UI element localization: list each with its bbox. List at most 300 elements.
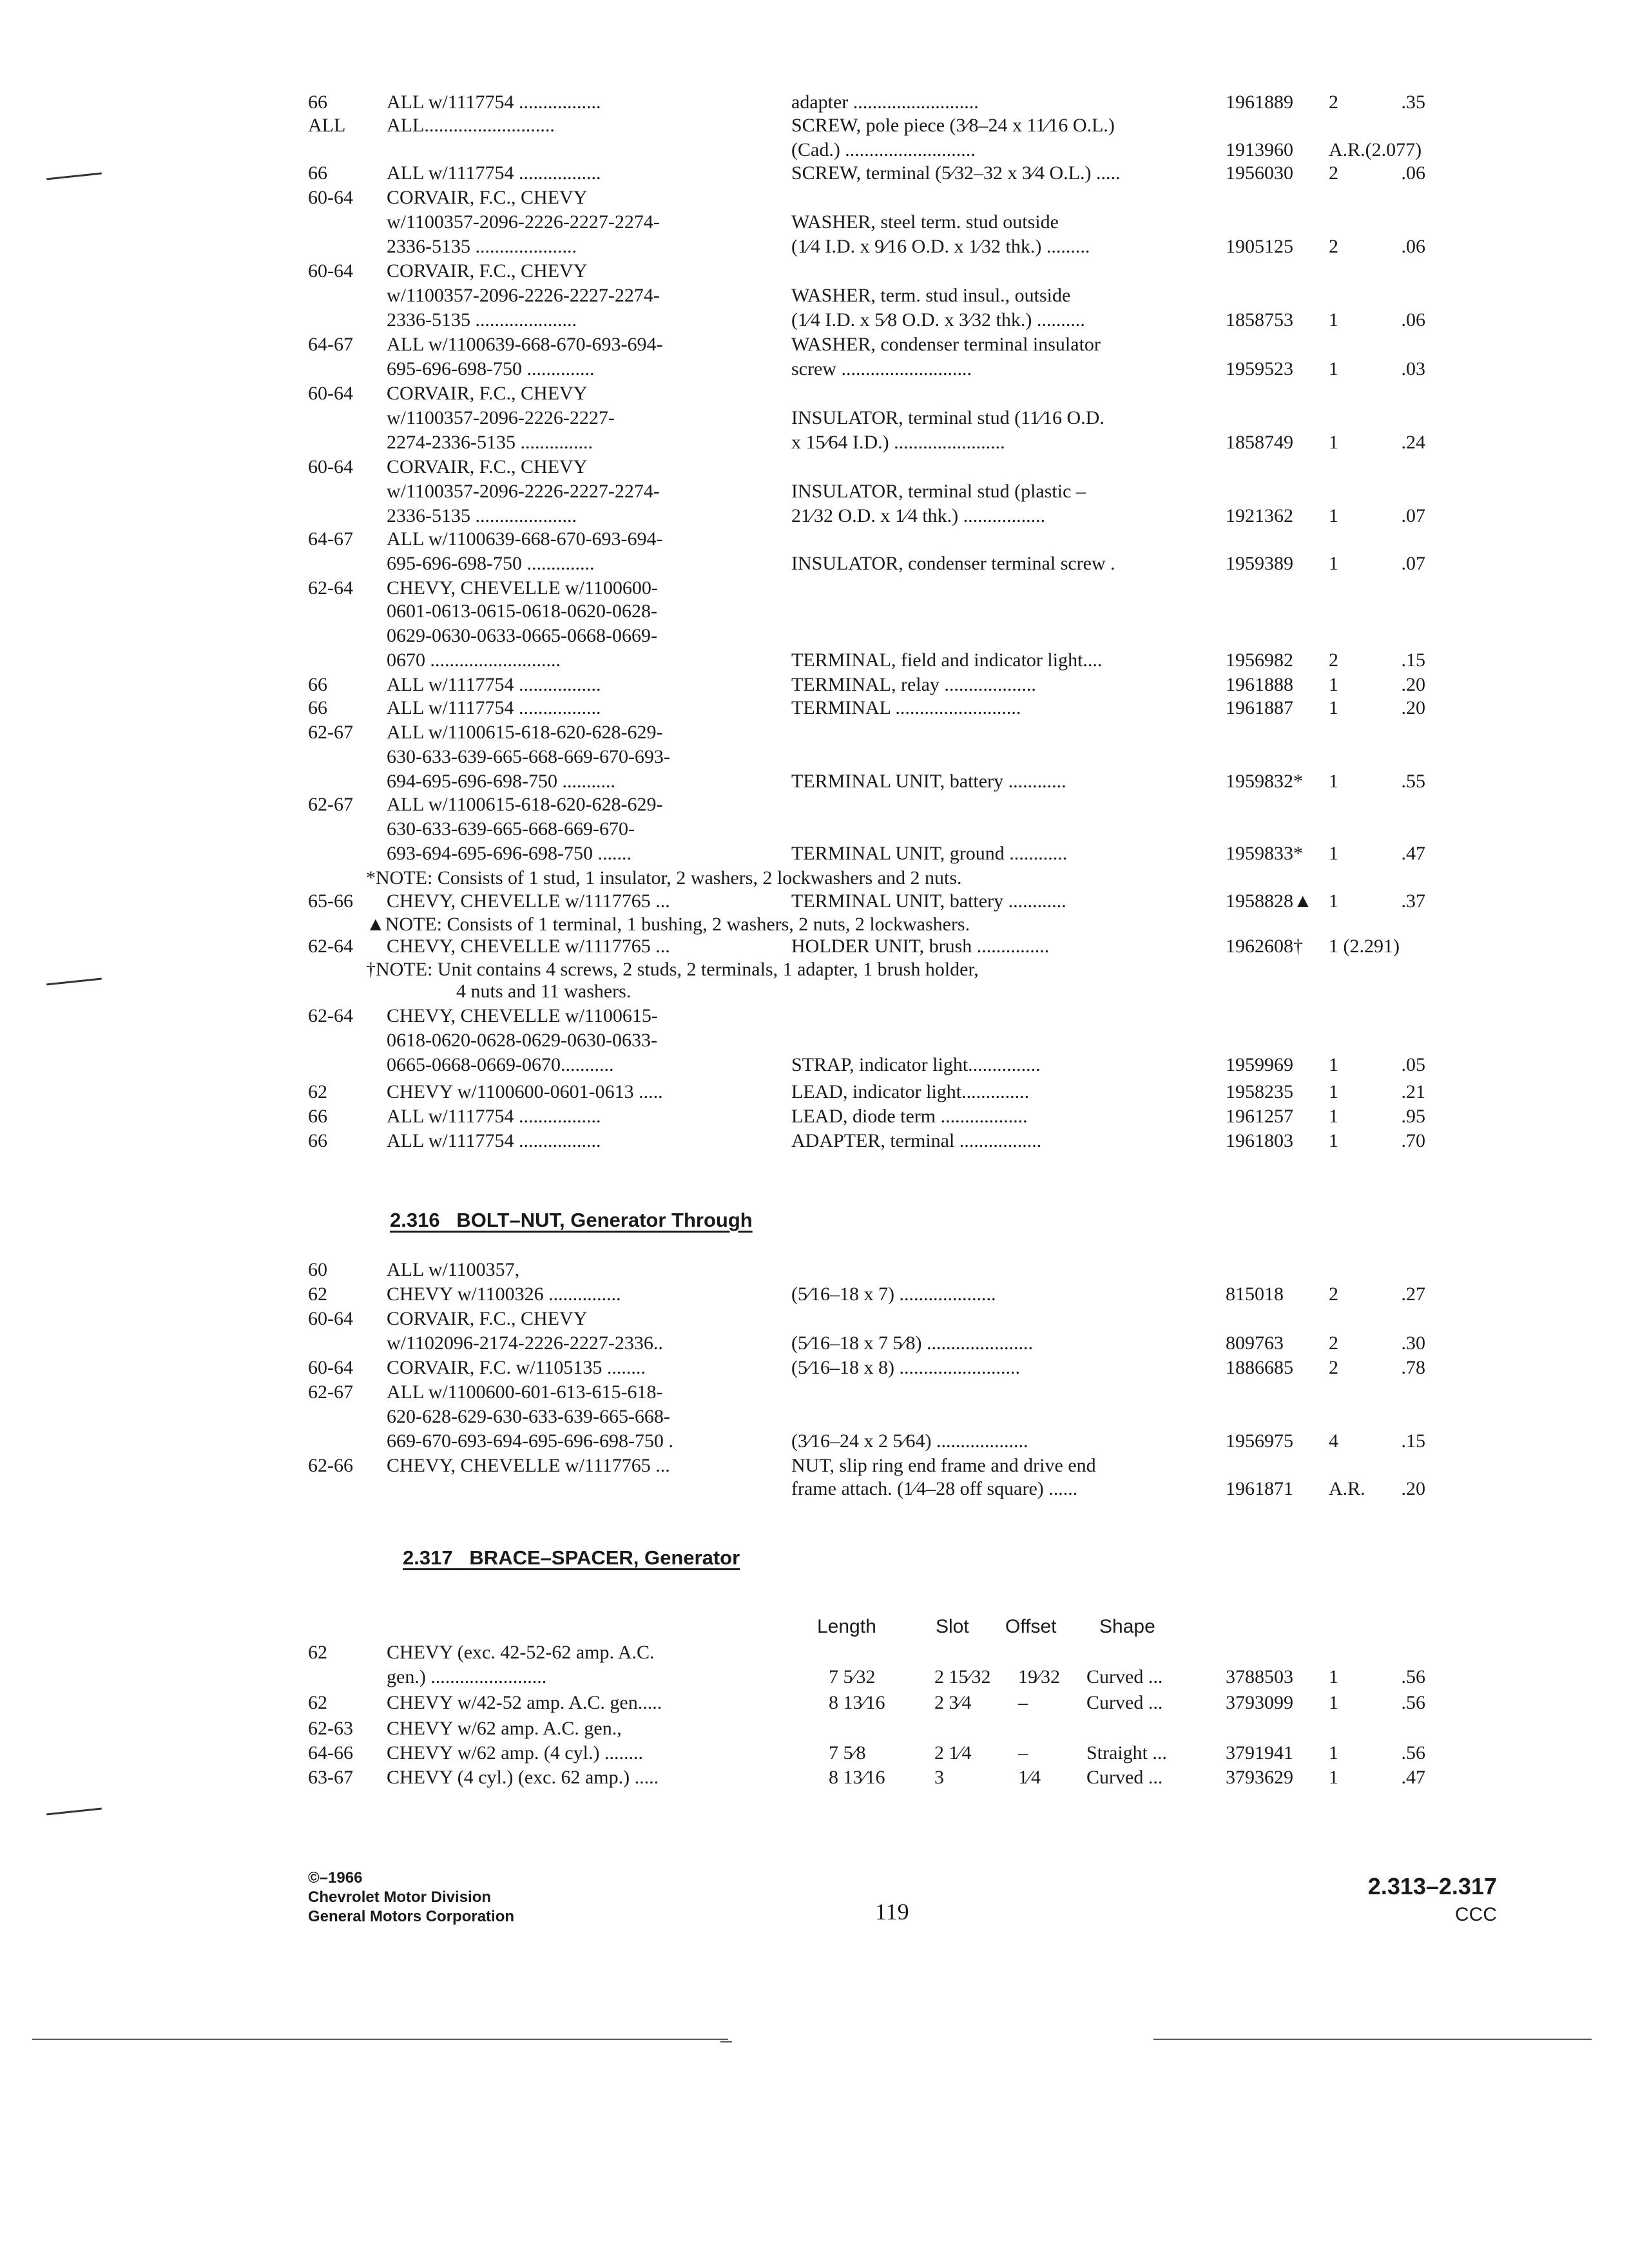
footnote-text: *NOTE: Consists of 1 stud, 1 insulator, 2 washers, 2 lockwashers and 2 nuts. [366,867,962,889]
application-text: CORVAIR, F.C., CHEVY [387,1308,588,1329]
model-year: 62 [308,1642,327,1663]
column-header-slot: Slot [936,1616,969,1637]
part-number: 1959832* [1226,771,1303,792]
model-year: 66 [308,674,327,695]
length-value: 7 5⁄8 [829,1742,866,1763]
table-row [0,210,1629,235]
part-description: INSULATOR, condenser terminal screw . [791,553,1115,574]
quantity: A.R.(2.077) [1329,139,1422,160]
table-row [0,552,1629,576]
part-description: (3⁄16–24 x 2 5⁄64) ................... [791,1430,1028,1452]
quantity: 1 [1329,843,1338,864]
application-text: CORVAIR, F.C. w/1105135 ........ [387,1357,646,1378]
quantity: 2 [1329,162,1338,184]
table-row [0,455,1629,479]
table-row [0,889,1629,914]
model-year: 64-66 [308,1742,353,1763]
application-text: CHEVY, CHEVELLE w/1117765 ... [387,890,670,912]
slot-value: 3 [934,1767,944,1788]
part-number: 1913960 [1226,139,1293,160]
page-number: 119 [875,1899,909,1925]
quantity: A.R. [1329,1478,1365,1499]
price: .56 [1401,1666,1425,1687]
application-text: CHEVY (4 cyl.) (exc. 62 amp.) ..... [387,1767,659,1788]
table-row [0,934,1629,959]
part-description: LEAD, indicator light.............. [791,1081,1030,1102]
shape-value: Straight ... [1086,1742,1167,1763]
footnote-text: ▲NOTE: Consists of 1 terminal, 1 bushing, 2 washers, 2 nuts, 2 lockwashers. [366,914,970,935]
table-row [0,1429,1629,1454]
table-row [0,430,1629,455]
table-row [0,1665,1629,1689]
price: .55 [1401,771,1425,792]
quantity: 1 [1329,505,1338,526]
part-number: 1858753 [1226,309,1293,331]
offset-value: 19⁄32 [1018,1666,1061,1687]
price: .47 [1401,1767,1425,1788]
table-row [0,599,1629,624]
model-year: 60-64 [308,1357,353,1378]
part-description: frame attach. (1⁄4–28 off square) ...... [791,1478,1078,1499]
table-row [0,1258,1629,1282]
price: .07 [1401,553,1425,574]
shape-value: Curved ... [1086,1767,1163,1788]
model-year: 62 [308,1283,327,1305]
part-description: SCREW, terminal (5⁄32–32 x 3⁄4 O.L.) ..... [791,162,1121,184]
part-number: 1959523 [1226,358,1293,380]
table-row [0,912,1629,937]
part-number: 1959969 [1226,1054,1293,1075]
application-text: ALL w/1117754 ................. [387,91,601,113]
part-description: TERMINAL .......................... [791,697,1021,718]
shape-value: Curved ... [1086,1666,1163,1687]
application-text: 0601-0613-0615-0618-0620-0628- [387,601,657,622]
model-year: 62 [308,1692,327,1713]
table-row [0,1716,1629,1741]
application-text: 2336-5135 ..................... [387,236,577,257]
application-text: CORVAIR, F.C., CHEVY [387,187,588,208]
section-title: BRACE–SPACER, Generator [469,1546,740,1569]
price: .27 [1401,1283,1425,1305]
part-description: STRAP, indicator light............... [791,1054,1041,1075]
section-heading-2-316 [390,1209,753,1232]
application-text: 630-633-639-665-668-669-670-693- [387,746,670,767]
quantity: 2 [1329,236,1338,257]
application-text: CHEVY, CHEVELLE w/1117765 ... [387,936,670,957]
margin-mark [46,1808,102,1816]
application-text: w/1100357-2096-2226-2227-2274- [387,285,660,306]
table-row [0,624,1629,648]
application-text: w/1100357-2096-2226-2227-2274- [387,481,660,502]
table-row [0,284,1629,308]
table-row [0,90,1629,115]
table-row [0,308,1629,332]
quantity: 1 [1329,1767,1338,1788]
table-row [0,332,1629,357]
application-text: CHEVY (exc. 42-52-62 amp. A.C. [387,1642,655,1663]
part-number: 1961871 [1226,1478,1293,1499]
slot-value: 2 15⁄32 [934,1666,991,1687]
part-description: TERMINAL UNIT, battery ............ [791,771,1066,792]
corporation-name: General Motors Corporation [308,1908,515,1925]
model-year: 62-66 [308,1455,353,1476]
table-row [0,1640,1629,1665]
table-row [0,1454,1629,1478]
part-description: ADAPTER, terminal ................. [791,1130,1042,1151]
price: .06 [1401,309,1425,331]
application-text: gen.) ........................ [387,1666,547,1687]
model-year: 62-63 [308,1718,353,1739]
quantity: 1 [1329,1130,1338,1151]
table-row [0,357,1629,381]
part-number: 3788503 [1226,1666,1293,1687]
table-row [0,648,1629,673]
shape-value: Curved ... [1086,1692,1163,1713]
quantity: 2 [1329,1332,1338,1354]
model-year: 64-67 [308,528,353,550]
table-row [0,138,1629,162]
table-row [0,1053,1629,1077]
application-text: 620-628-629-630-633-639-665-668- [387,1406,670,1427]
application-text: ALL w/1100615-618-620-628-629- [387,722,663,743]
application-text: 695-696-698-750 .............. [387,553,595,574]
table-row [0,745,1629,769]
length-value: 8 13⁄16 [829,1767,885,1788]
model-year: 62-64 [308,936,353,957]
model-year: 60-64 [308,187,353,208]
application-text: w/1102096-2174-2226-2227-2336.. [387,1332,663,1354]
model-year: 60-64 [308,1308,353,1329]
part-description: HOLDER UNIT, brush ............... [791,936,1050,957]
quantity: 1 [1329,1666,1338,1687]
part-number: 1905125 [1226,236,1293,257]
table-row [0,1080,1629,1104]
part-number: 1956975 [1226,1430,1293,1452]
part-description: TERMINAL UNIT, ground ............ [791,843,1068,864]
quantity: 1 [1329,890,1338,912]
part-description: (5⁄16–18 x 7 5⁄8) ...................... [791,1332,1033,1354]
table-row [0,406,1629,430]
quantity: 1 [1329,432,1338,453]
application-text: CHEVY, CHEVELLE w/1100615- [387,1005,658,1026]
model-year: 63-67 [308,1767,353,1788]
part-number: 3793629 [1226,1767,1293,1788]
part-description: (Cad.) ........................... [791,139,976,160]
table-row [0,866,1629,890]
application-text: ALL w/1100615-618-620-628-629- [387,794,663,815]
table-row [0,720,1629,745]
price: .20 [1401,1478,1425,1499]
table-row [0,1765,1629,1790]
part-description: (5⁄16–18 x 7) .................... [791,1283,996,1305]
section-number: 2.316 [390,1209,440,1231]
part-description: SCREW, pole piece (3⁄8–24 x 11⁄16 O.L.) [791,115,1115,136]
scan-rule [32,2039,728,2040]
column-header-offset: Offset [1005,1616,1057,1637]
price: .20 [1401,697,1425,718]
price: .37 [1401,890,1425,912]
part-number: 1961803 [1226,1130,1293,1151]
footnote-text: 4 nuts and 11 washers. [456,981,631,1002]
application-text: CORVAIR, F.C., CHEVY [387,260,588,282]
application-text: ALL w/1117754 ................. [387,697,601,718]
price: .05 [1401,1054,1425,1075]
application-text: CHEVY w/1100600-0601-0613 ..... [387,1081,663,1102]
column-header-shape: Shape [1099,1616,1155,1637]
model-year: 62-67 [308,794,353,815]
section-number: 2.317 [403,1546,453,1569]
part-number: 1858749 [1226,432,1293,453]
table-row [0,527,1629,552]
application-text: 2336-5135 ..................... [387,309,577,331]
table-row [0,1741,1629,1765]
table-row [0,381,1629,406]
table-row [0,1331,1629,1356]
model-year: 66 [308,91,327,113]
application-text: CHEVY, CHEVELLE w/1100600- [387,577,658,599]
application-text: 2274-2336-5135 ............... [387,432,593,453]
part-description: WASHER, steel term. stud outside [791,211,1059,233]
application-text: ALL........................... [387,115,555,136]
quantity: 1 [1329,1742,1338,1763]
model-year: 60-64 [308,383,353,404]
part-description: x 15⁄64 I.D.) ....................... [791,432,1005,453]
part-number: 1962608† [1226,936,1303,957]
model-year: 66 [308,697,327,718]
offset-value: – [1018,1692,1028,1713]
part-number: 3791941 [1226,1742,1293,1763]
model-year: 66 [308,1106,327,1127]
table-row [0,1104,1629,1129]
price: .56 [1401,1692,1425,1713]
length-value: 8 13⁄16 [829,1692,885,1713]
scan-rule [720,2041,732,2042]
application-text: ALL w/1117754 ................. [387,162,601,184]
application-text: 630-633-639-665-668-669-670- [387,818,635,840]
price: .24 [1401,432,1425,453]
table-row [0,841,1629,866]
price: .70 [1401,1130,1425,1151]
section-range-label: 2.313–2.317 [1367,1873,1497,1899]
quantity: 1 (2.291) [1329,936,1400,957]
price: .21 [1401,1081,1425,1102]
part-description: NUT, slip ring end frame and drive end [791,1455,1096,1476]
quantity: 2 [1329,91,1338,113]
part-number: 1956982 [1226,649,1293,671]
price: .15 [1401,649,1425,671]
part-description: WASHER, condenser terminal insulator [791,334,1101,355]
table-row [0,793,1629,817]
table-row [0,1380,1629,1405]
part-description: LEAD, diode term .................. [791,1106,1028,1127]
application-text: 0665-0668-0669-0670........... [387,1054,614,1075]
part-number: 1959389 [1226,553,1293,574]
application-text: ALL w/1117754 ................. [387,674,601,695]
part-number: 1886685 [1226,1357,1293,1378]
model-year: 62-67 [308,1381,353,1403]
model-year: 60-64 [308,456,353,477]
quantity: 1 [1329,1054,1338,1075]
part-description: INSULATOR, terminal stud (plastic – [791,481,1086,502]
price: .20 [1401,674,1425,695]
part-description: WASHER, term. stud insul., outside [791,285,1071,306]
price: .47 [1401,843,1425,864]
table-row [0,1477,1629,1501]
quantity: 2 [1329,1283,1338,1305]
table-row [0,957,1629,982]
model-year: 62-64 [308,1005,353,1026]
part-description: TERMINAL, relay ................... [791,674,1036,695]
application-text: 0670 ........................... [387,649,561,671]
price: .30 [1401,1332,1425,1354]
section-heading-2-317 [403,1546,740,1570]
table-row [0,1129,1629,1153]
part-description: screw ........................... [791,358,972,380]
application-text: ALL w/1100639-668-670-693-694- [387,334,663,355]
application-text: ALL w/1100357, [387,1259,520,1280]
quantity: 1 [1329,674,1338,695]
table-row [0,817,1629,841]
part-number: 1961888 [1226,674,1293,695]
table-row [0,673,1629,697]
application-text: 0629-0630-0633-0665-0668-0669- [387,625,657,646]
model-year: 60-64 [308,260,353,282]
quantity: 2 [1329,649,1338,671]
quantity: 4 [1329,1430,1338,1452]
part-description: TERMINAL, field and indicator light.... [791,649,1103,671]
price: .06 [1401,162,1425,184]
table-row [0,1405,1629,1429]
application-text: 693-694-695-696-698-750 ....... [387,843,631,864]
table-row [0,479,1629,504]
application-text: w/1100357-2096-2226-2227-2274- [387,211,660,233]
quantity: 1 [1329,1081,1338,1102]
part-description: TERMINAL UNIT, battery ............ [791,890,1066,912]
table-row [0,576,1629,601]
model-year: 65-66 [308,890,353,912]
application-text: w/1100357-2096-2226-2227- [387,407,615,428]
model-year: 60 [308,1259,327,1280]
table-row [0,504,1629,528]
application-text: CHEVY w/42-52 amp. A.C. gen..... [387,1692,662,1713]
application-text: 694-695-696-698-750 ........... [387,771,615,792]
table-row [0,1004,1629,1028]
table-row [0,113,1629,138]
application-text: ALL w/1117754 ................. [387,1106,601,1127]
application-text: CHEVY w/62 amp. A.C. gen., [387,1718,622,1739]
table-row [0,1691,1629,1715]
offset-value: 1⁄4 [1018,1767,1041,1788]
table-row [0,769,1629,794]
table-row [0,1356,1629,1380]
section-range [1368,1872,1497,1929]
part-number: 1961889 [1226,91,1293,113]
table-row [0,235,1629,259]
quantity: 1 [1329,697,1338,718]
part-description: 21⁄32 O.D. x 1⁄4 thk.) ................. [791,505,1046,526]
model-year: 66 [308,1130,327,1151]
application-text: 669-670-693-694-695-696-698-750 . [387,1430,673,1452]
application-text: CHEVY w/62 amp. (4 cyl.) ........ [387,1742,643,1763]
part-description: (1⁄4 I.D. x 5⁄8 O.D. x 3⁄32 thk.) .......... [791,309,1085,331]
footnote-text: †NOTE: Unit contains 4 screws, 2 studs, 2 terminals, 1 adapter, 1 brush holder, [366,959,979,980]
model-year: 66 [308,162,327,184]
table-row [0,1307,1629,1331]
model-year: 64-67 [308,334,353,355]
part-number: 1958828▲ [1226,890,1313,912]
part-number: 1961887 [1226,697,1293,718]
quantity: 1 [1329,1692,1338,1713]
part-number: 815018 [1226,1283,1284,1305]
price: .03 [1401,358,1425,380]
model-year: 62-67 [308,722,353,743]
price: .35 [1401,91,1425,113]
section-title: BOLT–NUT, Generator Through [456,1209,753,1231]
part-description: (1⁄4 I.D. x 9⁄16 O.D. x 1⁄32 thk.) ......... [791,236,1090,257]
application-text: CHEVY w/1100326 ............... [387,1283,621,1305]
price: .95 [1401,1106,1425,1127]
part-description: INSULATOR, terminal stud (11⁄16 O.D. [791,407,1104,428]
part-number: 1961257 [1226,1106,1293,1127]
price: .15 [1401,1430,1425,1452]
part-number: 3793099 [1226,1692,1293,1713]
footer-copyright [308,1869,514,1927]
application-text: ALL w/1100600-601-613-615-618- [387,1381,663,1403]
table-row [0,1282,1629,1307]
application-text: 2336-5135 ..................... [387,505,577,526]
quantity: 2 [1329,1357,1338,1378]
part-number: 1956030 [1226,162,1293,184]
table-row [0,161,1629,186]
application-text: CORVAIR, F.C., CHEVY [387,383,588,404]
quantity: 1 [1329,553,1338,574]
application-text: 0618-0620-0628-0629-0630-0633- [387,1030,657,1051]
part-number: 1921362 [1226,505,1293,526]
quantity: 1 [1329,358,1338,380]
application-text: CHEVY, CHEVELLE w/1117765 ... [387,1455,670,1476]
application-text: 695-696-698-750 .............. [387,358,595,380]
division-name: Chevrolet Motor Division [308,1888,492,1906]
price: .56 [1401,1742,1425,1763]
table-row [0,186,1629,210]
table-row [0,979,1629,1004]
part-description: (5⁄16–18 x 8) ......................... [791,1357,1020,1378]
copyright-year: ©–1966 [308,1869,363,1887]
application-text: ALL w/1117754 ................. [387,1130,601,1151]
price: .06 [1401,236,1425,257]
slot-value: 2 3⁄4 [934,1692,972,1713]
part-number: 1959833* [1226,843,1303,864]
quantity: 1 [1329,771,1338,792]
model-year: 62 [308,1081,327,1102]
price: .07 [1401,505,1425,526]
scan-rule [1153,2039,1592,2040]
quantity: 1 [1329,309,1338,331]
table-row [0,696,1629,720]
table-row [0,259,1629,284]
catalog-code: CCC [1455,1904,1497,1925]
part-number: 1958235 [1226,1081,1293,1102]
part-description: adapter .......................... [791,91,979,113]
offset-value: – [1018,1742,1028,1763]
column-header-length: Length [817,1616,876,1637]
application-text: CORVAIR, F.C., CHEVY [387,456,588,477]
model-year: ALL [308,115,346,136]
table-row [0,1028,1629,1053]
part-number: 809763 [1226,1332,1284,1354]
model-year: 62-64 [308,577,353,599]
quantity: 1 [1329,1106,1338,1127]
